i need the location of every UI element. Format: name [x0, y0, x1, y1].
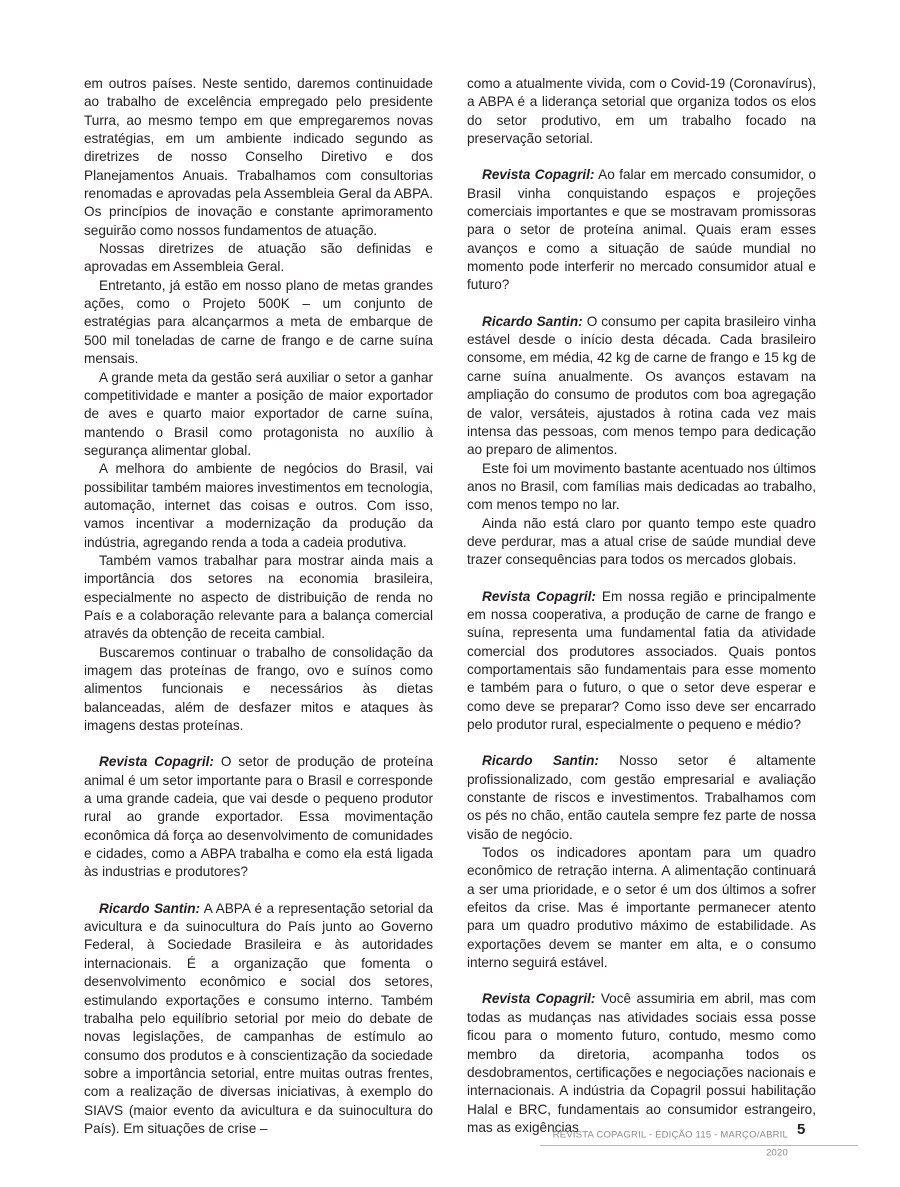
footer-divider [540, 1145, 858, 1146]
paragraph: como a atualmente vivida, com o Covid-19 (Coronavírus), a ABPA é a liderança setorial que organiza todos os elos do setor produtivo, em um trabalho focado na preservação setorial. [467, 76, 816, 147]
question-paragraph [467, 588, 816, 735]
paragraph: Nossas diretrizes de atuação são definidas e aprovadas em Assembleia Geral. [84, 241, 433, 275]
question-paragraph [84, 753, 433, 881]
right-column [467, 75, 816, 1137]
paragraph: Entretanto, já estão em nosso plano de metas grandes ações, como o Projeto 500K – um conjunto de estratégias para alcançarmos a meta de embarque de 500 mil toneladas de carne de frango e de carne suína mensais. [84, 277, 433, 367]
speaker-label: Revista Copagril: [482, 588, 596, 604]
page-footer [530, 1126, 788, 1162]
paragraph: em outros países. Neste sentido, daremos continuidade ao trabalho de excelência empregado pelo presidente Turra, ao mesmo tempo em que empregaremos novas estratégias, em um ambiente indicado segundo as diretrizes de nosso Conselho Diretivo e dos Planejamentos Anuais. Trabalhamos com consultorias renomadas e aprovadas pela Assembleia Geral da ABPA. Os princípios de inovação e constante aprimoramento seguirão como nossos fundamentos de atuação. [84, 76, 433, 238]
page-number: 5 [797, 1121, 806, 1138]
paragraph: A melhora do ambiente de negócios do Brasil, vai possibilitar também maiores investimentos em tecnologia, automação, internet das coisas e outros. Com isso, vamos incentivar a modernização da produção da indústria, agregando renda a toda a cadeia produtiva. [84, 461, 433, 550]
answer-text: A ABPA é a representação setorial da avicultura e da suinocultura do País junto ao Governo Federal, à Sociedade Brasileira e às autoridades internacionais. É a organização que fomenta o desenvolvimento econômico e social dos setores, estimulando exportações e consumo interno. Também trabalha pelo equilíbrio setorial por meio do debate de novas legislações, de campanhas de estímulo ao consumo dos produtos e à conscientização da sociedade sobre a importância setorial, entre muitas outras frentes, com a realização de diversas iniciativas, à exemplo do SIAVS (maior evento da avicultura e da suinocultura do País). Em situações de crise – [84, 900, 434, 1136]
paragraph: A grande meta da gestão será auxiliar o setor a ganhar competitividade e manter a posição de maior exportador de aves e quarto maior exportador de carne suína, mantendo o Brasil como protagonista no auxílio à segurança alimentar global. [84, 369, 433, 458]
paragraph: Ainda não está claro por quanto tempo este quadro deve perdurar, mas a atual crise de saúde mundial deve trazer consequências para todos os mercados globais. [467, 515, 816, 568]
question-text: O setor de produção de proteína animal é um setor importante para o Brasil e corresponde a uma grande cadeia, que vai desde o pequeno produtor rural ao grande exportador. Essa movimentação econômica dá força ao desenvolvimento de comunidades e cidades, como a ABPA trabalha e como ela está ligada às industrias e produtores? [84, 754, 434, 880]
paragraph: Buscaremos continuar o trabalho de consolidação da imagem das proteínas de frango, ovo e suínos como alimentos funcionais e necessários às dietas balanceadas, além de desfazer mitos e ataques às imagens destas proteínas. [84, 644, 433, 734]
answer-paragraph [467, 752, 816, 844]
speaker-label: Ricardo Santin: [99, 900, 201, 916]
question-paragraph [467, 990, 816, 1137]
question-text: Você assumiria em abril, mas com todas as mudanças nas atividades sociais essa posse ficou para o momento futuro, contudo, mesmo como membro da diretoria, acompanha todos os desdobramentos, certificações e negociações nacionais e internacionais. A indústria da Copagril possui habilitação Halal e BRC, fundamentais ao consumidor estrangeiro, mas as exigências [467, 991, 816, 1135]
speaker-label: Ricardo Santin: [482, 753, 599, 769]
paragraph: Este foi um movimento bastante acentuado nos últimos anos no Brasil, com famílias mais dedicadas ao trabalho, com menos tempo no lar. [467, 460, 816, 513]
question-text: Em nossa região e principalmente em nossa cooperativa, a produção de carne de frango e suína, representa uma fundamental fatia da atividade comercial dos produtores associados. Quais pontos comportamentais são fundamentais para esse momento e também para o futuro, o que o setor deve esperar e como deve se preparar? Como isso deve ser encarrado pelo produtor rural, especialmente o pequeno e médio? [467, 588, 816, 732]
question-paragraph [467, 166, 816, 294]
answer-paragraph [84, 900, 433, 1138]
speaker-label: Revista Copagril: [482, 167, 595, 183]
left-column [84, 75, 433, 1138]
speaker-label: Revista Copagril: [482, 991, 596, 1007]
question-text: Ao falar em mercado consumidor, o Brasil vinha conquistando espaços e projeções comerciais importantes e que se mostravam promissoras para o setor de proteína animal. Quais eram esses avanços e como a situação de saúde mundial no momento pode interferir no mercado consumidor atual e futuro? [467, 167, 816, 293]
paragraph: Também vamos trabalhar para mostrar ainda mais a importância dos setores na economia brasileira, especialmente no aspecto de distribuição de renda no País e a colaboração relevante para a balança comercial através da obtenção de receita cambial. [84, 552, 433, 642]
publication-credit: REVISTA COPAGRIL - EDIÇÃO 115 - MARÇO/ABRIL 2020 [552, 1129, 788, 1159]
speaker-label: Revista Copagril: [99, 754, 214, 770]
paragraph: Todos os indicadores apontam para um quadro econômico de retração interna. A alimentação continuará a ser uma prioridade, e o setor é um dos últimos a sofrer efeitos da crise. Mas é importante permanecer atento para um quadro produtivo máximo de estabilidade. As exportações devem se manter em alta, e o consumo interno seguirá estável. [467, 845, 816, 971]
speaker-label: Ricardo Santin: [482, 313, 583, 329]
answer-paragraph [467, 313, 816, 460]
answer-text: O consumo per capita brasileiro vinha estável desde o início desta década. Cada brasileiro consome, em média, 42 kg de carne de frango e 15 kg de carne suína anualmente. Os avanços estavam na ampliação do consumo de produtos com boa agregação de valor, versáteis, ajustados à rotina cada vez mais intensa das pessoas, com menos tempo para dedicação ao preparo de alimentos. [467, 313, 817, 458]
answer-text: Nosso setor é altamente profissionalizado, com gestão empresarial e avaliação constante de riscos e investimentos. Trabalhamos com os pés no chão, então cautela sempre fez parte de nossa visão de negócio. [467, 753, 816, 842]
